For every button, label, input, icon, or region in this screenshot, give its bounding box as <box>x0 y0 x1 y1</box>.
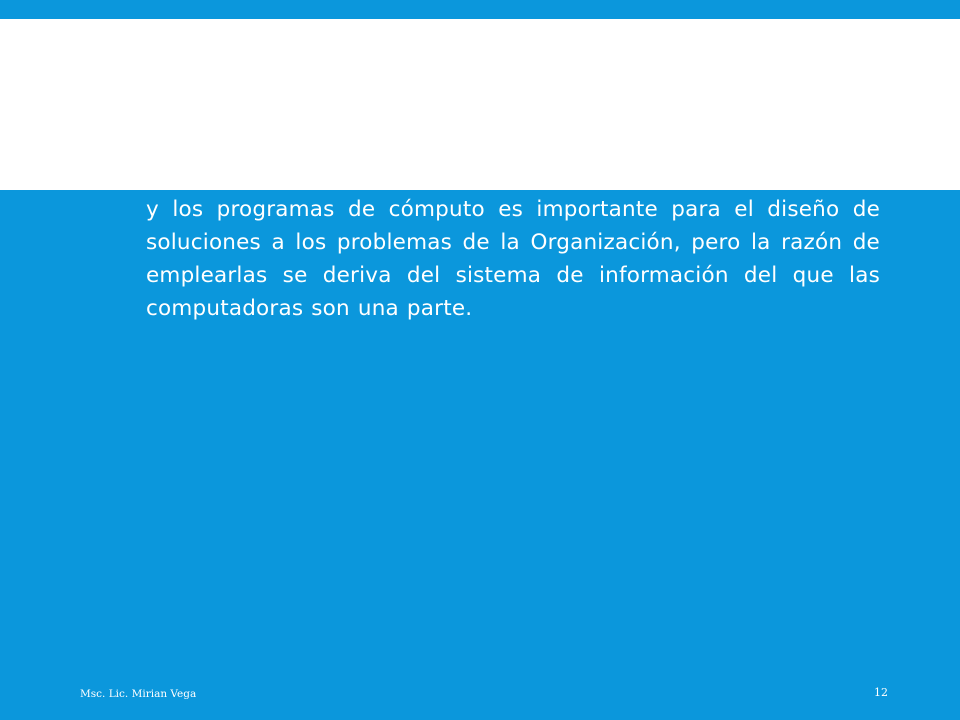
slide-number: 12 <box>874 686 888 699</box>
slide-body-text: y los programas de cómputo es importante para el diseño de soluciones a los problemas de la Organización, pero la razón de emplearlas se deriva del sistema de información del que las computadoras son una parte. <box>146 197 880 321</box>
title-placeholder-band <box>0 19 960 190</box>
footer-author: Msc. Lic. Mirian Vega <box>80 688 197 700</box>
